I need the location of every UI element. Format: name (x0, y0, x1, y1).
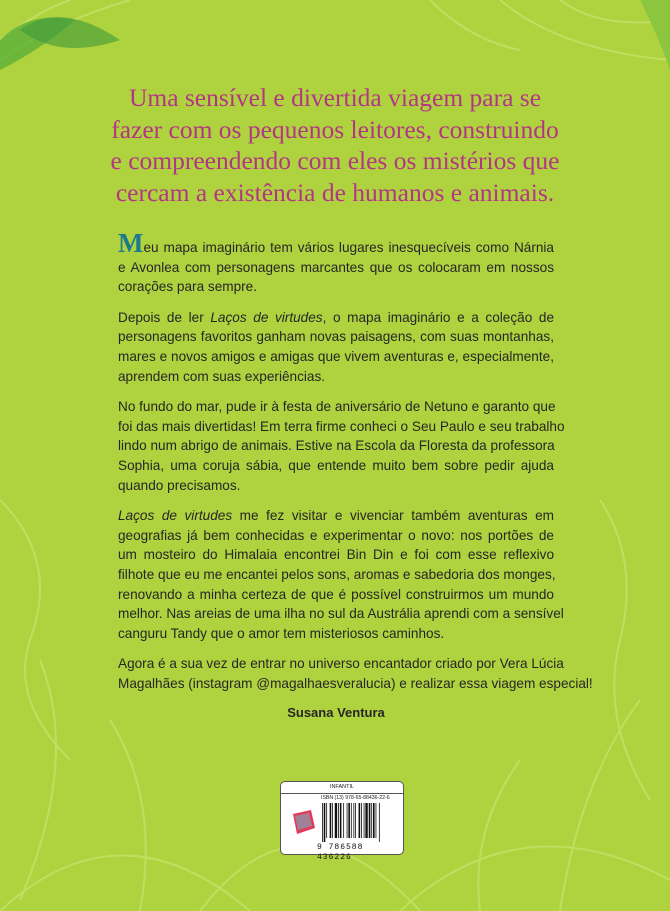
barcode-bar (332, 803, 333, 838)
barcode-bar (343, 803, 344, 838)
text-line (118, 347, 554, 367)
text-segment: melhor. Nas areias de uma ilha no sul da Austrália aprendi com a sensível (118, 606, 564, 622)
barcode-bar (353, 803, 354, 838)
author-signature: Susana Ventura (287, 705, 385, 721)
text-line (118, 545, 554, 565)
barcode-bar (347, 803, 348, 838)
text-segment: personagens favoritos ganham novas paisagens, com suas montanhas, (118, 329, 554, 345)
text-segment: No fundo do mar, pude ir à festa de aniversário de Netuno e garanto que (118, 399, 556, 415)
text-line (118, 397, 554, 417)
text-line (118, 277, 554, 297)
text-segment: e Avonlea com personagens marcantes que os colocaram em nossos (118, 259, 554, 275)
paragraph (118, 228, 554, 297)
text-line (118, 585, 554, 605)
text-line (118, 456, 554, 476)
text-segment: , o mapa imaginário e a coleção de (322, 309, 555, 325)
text-line (118, 228, 554, 258)
barcode-bar (351, 803, 352, 838)
barcode-bar (364, 803, 365, 838)
text-segment: Depois de ler (118, 309, 211, 325)
barcode-bar (335, 803, 337, 838)
barcode-number: 9 786588 436226 (317, 843, 364, 862)
barcode-bar (361, 803, 362, 838)
synopsis-section (118, 228, 593, 722)
text-segment: aprendem com suas experiências. (118, 368, 326, 384)
headline-line: cercam a existência de humanos e animais. (115, 177, 555, 207)
barcode-bar (330, 803, 332, 838)
barcode-bar (369, 803, 371, 838)
text-segment: Agora é a sua vez de entrar no universo encantador criado por Vera Lúcia (118, 656, 564, 672)
headline-line: e compreendendo com eles os mistérios que (110, 146, 560, 176)
barcode-bar (359, 803, 361, 838)
barcode-bar (338, 803, 339, 838)
barcode-bar (355, 803, 356, 838)
synopsis-text (118, 228, 593, 693)
paragraph (118, 308, 554, 386)
text-segment: lindo num abrigo de animais. Estive na Escola da Floresta da professora (118, 438, 555, 454)
text-segment: Magalhães (instagram @magalhaesveralucia) e realizar essa viagem especial! (118, 675, 593, 691)
text-line (118, 565, 554, 585)
text-segment: eu mapa imaginário tem vários lugares inesquecíveis como Nárnia (143, 240, 554, 255)
barcode-bar (324, 803, 326, 842)
barcode-bar (376, 803, 377, 838)
barcode-bar (326, 803, 327, 838)
text-line (118, 327, 554, 347)
text-line (118, 654, 564, 674)
text-line (118, 506, 554, 526)
barcode-bar (379, 803, 380, 842)
isbn-text: ISBN (13) 978-65-88436-22-6 (321, 795, 390, 801)
text-line (118, 308, 554, 328)
text-line (118, 476, 554, 496)
headline-line: fazer com os pequenos leitores, construindo (111, 114, 559, 144)
category-label: INFANTIL (281, 782, 403, 794)
text-segment: renovando a minha certeza de que é possível construirmos um mundo (118, 586, 554, 602)
text-line (118, 258, 554, 278)
text-segment: canguru Tandy que o amor tem misteriosos caminhos. (118, 625, 445, 641)
italic-title: Laços de virtudes (118, 508, 233, 524)
isbn-barcode-box (280, 781, 404, 862)
barcode-bar (373, 803, 375, 838)
barcode-bar (348, 803, 350, 838)
barcode-bar (365, 803, 367, 838)
text-line (118, 604, 564, 624)
text-segment: mares e novos amigos e amigas que vivem aventuras e, especialmente, (118, 348, 554, 364)
text-segment: foi das mais divertidas! Em terra firme conheci o Seu Paulo e seu trabalho (118, 418, 565, 434)
barcode-bars (321, 803, 399, 842)
text-segment: me fez visitar e vivenciar também aventuras em (232, 508, 555, 524)
headline-line: Uma sensível e divertida viagem para se (128, 83, 542, 112)
text-segment: geografias já bem conhecidas e experimentar o novo: nos portões de (118, 527, 554, 543)
text-segment: corações para sempre. (118, 279, 258, 295)
drop-cap: M (118, 228, 144, 258)
barcode-bar (371, 803, 372, 838)
text-line (118, 674, 593, 694)
italic-title: Laços de virtudes (210, 309, 323, 325)
headline-tagline (100, 82, 570, 208)
text-segment: Sophia, uma coruja sábia, que entende muito bem sobre pedir ajuda (118, 457, 554, 473)
text-line (118, 624, 554, 644)
text-segment: quando precisamos. (118, 477, 241, 493)
barcode-bar (322, 803, 323, 842)
text-line (118, 436, 554, 456)
text-line (118, 367, 554, 387)
text-segment: filhote que eu me encantei pelos sons, aromas e sabedoria dos monges, (118, 566, 556, 582)
paragraph (118, 506, 564, 643)
paragraph (118, 654, 593, 693)
text-line (118, 417, 565, 437)
barcode-bar (340, 803, 342, 838)
publisher-logo (289, 808, 317, 836)
text-segment: um mosteiro do Himalaia encontrei Bin Din e foi com esse reflexivo (118, 547, 554, 563)
paragraph (118, 397, 565, 495)
text-line (118, 526, 554, 546)
